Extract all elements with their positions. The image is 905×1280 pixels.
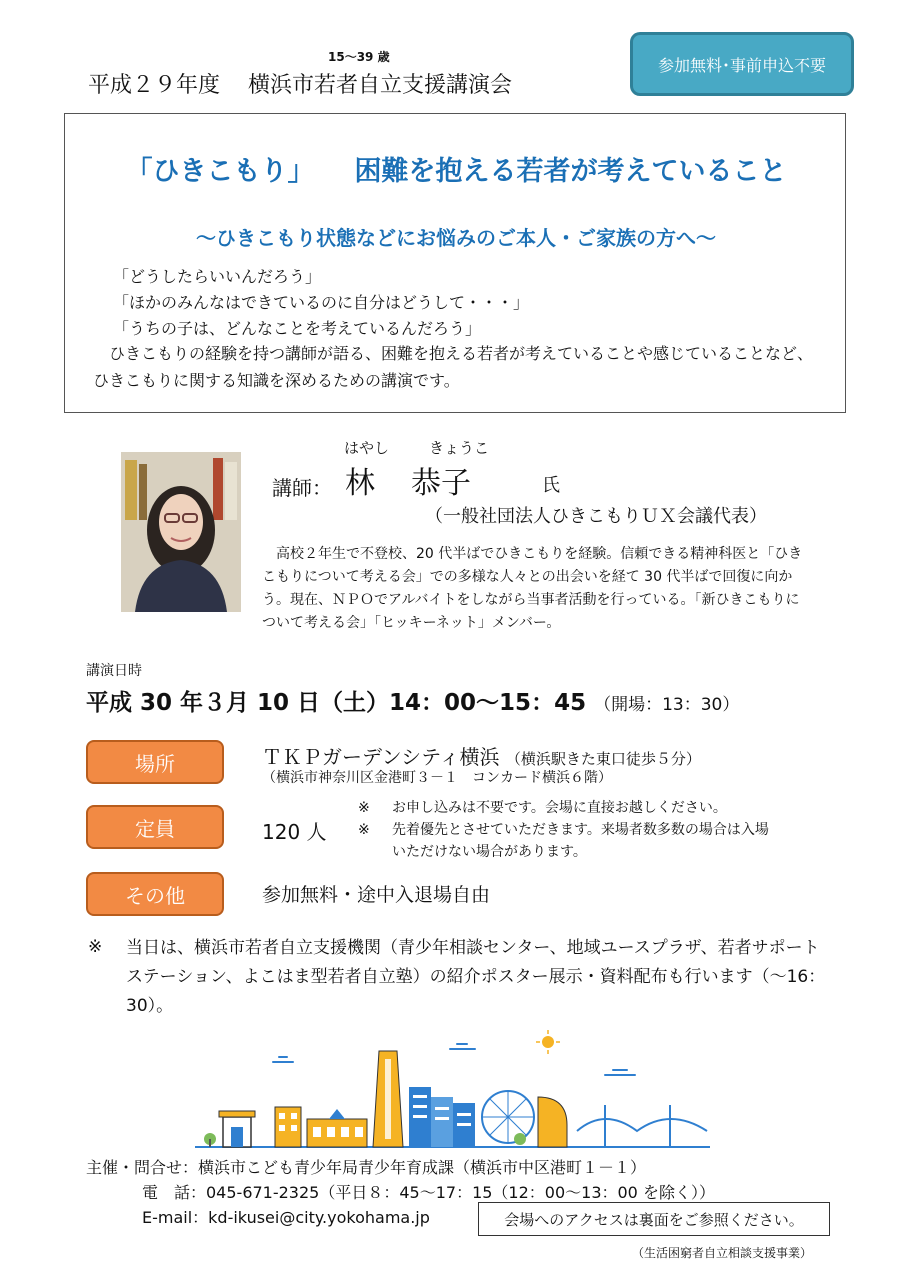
capacity-note-1-text: お申し込みは不要です。会場に直接お越しください。: [392, 800, 727, 816]
free-admission-badge: 参加無料･事前申込不要: [630, 32, 854, 96]
lecturer-name: [345, 458, 471, 502]
capacity-note-2-continued: いただけない場合があります。: [392, 844, 587, 860]
event-datetime: 平成 30 年３月 10 日（土）14：00～15：45: [86, 690, 587, 716]
main-title-part-a: 「ひきこもり」: [125, 156, 315, 187]
capacity-note-2: [358, 819, 769, 839]
access-note-box: 会場へのアクセスは裏面をご参照ください。: [478, 1202, 830, 1236]
capacity-note-1: [358, 797, 727, 817]
email-contact: E-mail：kd-ikusei@city.yokohama.jp: [142, 1208, 430, 1227]
lecturer-family-name: 林: [345, 466, 375, 501]
event-title: 横浜市若者自立支援講演会: [248, 73, 513, 98]
ruby-family: はやし: [344, 439, 390, 457]
intro-description: ひきこもりの経験を持つ講師が語る、困難を抱える若者が考えていることや感じていることなど、ひきこもりに関する知識を深めるための講演です。: [93, 344, 814, 390]
capacity-value: 120 人: [262, 820, 327, 844]
lecturer-honorific: 氏: [542, 475, 560, 496]
venue-address: （横浜市神奈川区金港町３－１ コンカード横浜６階）: [262, 770, 612, 786]
note-mark: ※: [358, 800, 370, 816]
notice-mark: ※: [88, 937, 103, 957]
sub-title: ～ひきこもり状態などにお悩みのご本人・ご家族の方へ～: [196, 226, 716, 250]
capacity-note-2-text: 先着優先とさせていただきます。来場者数多数の場合は入場: [392, 822, 769, 838]
lecturer-organization: （一般社団法人ひきこもりＵＸ会議代表）: [425, 506, 767, 527]
note-mark: ※: [358, 822, 370, 838]
quote-1: 「どうしたらいいんだろう」: [113, 267, 322, 286]
lecturer-label: 講師：: [272, 476, 332, 500]
city-skyline-illustration: [195, 1025, 715, 1155]
fiscal-year: 平成２９年度: [88, 73, 221, 98]
lecturer-bio: 高校２年生で不登校、20 代半ばでひきこもりを経験。信頼できる精神科医と「ひきこもりについて考える会」での多様な人々との出会いを経て 30 代半ばで回復に向かう。現在、ＮＰＯでアルバイトをしながら当事者活動を行っている。「新ひきこもりについて考える会」「ヒッキーネット」メンバー。: [262, 546, 803, 631]
other-info: 参加無料・途中入退場自由: [262, 884, 491, 906]
phone-contact: 電 話：045-671-2325（平日８：45～17：15（12：00～13：00 を除く））: [142, 1183, 715, 1202]
organizer-contact: 主催・問合せ：横浜市こども青少年局青少年育成課（横浜市中区港町１－１）: [86, 1158, 647, 1177]
notice-text: 当日は、横浜市若者自立支援機関（青少年相談センター、地域ユースプラザ、若者サポートステーション、よこはま型若者自立塾）の紹介ポスター展示・資料配布も行います（～16：30）。: [126, 938, 826, 1016]
lecturer-photo: [121, 452, 241, 612]
schedule-datetime: [86, 684, 739, 717]
capacity-tag: 定員: [86, 805, 224, 849]
lecturer-name-ruby: [344, 437, 489, 458]
other-tag: その他: [86, 872, 224, 916]
ruby-given: きょうこ: [429, 439, 490, 457]
place-tag: 場所: [86, 740, 224, 784]
main-title: [65, 149, 847, 188]
quote-3: 「うちの子は、どんなことを考えているんだろう」: [113, 319, 482, 338]
venue-name: ＴＫＰガーデンシティ横浜: [262, 745, 500, 769]
venue-name-line: [262, 741, 701, 770]
schedule-heading: 講演日時: [86, 663, 142, 679]
intro-box: [64, 113, 846, 413]
quote-2: 「ほかのみんなはできているのに自分はどうして・・・」: [113, 293, 530, 312]
program-note: （生活困窮者自立相談支援事業）: [632, 1246, 813, 1260]
age-range-label: 15～39 歳: [328, 50, 390, 64]
doors-open-time: （開場：13：30）: [594, 695, 740, 715]
lecturer-given-name: 恭子: [411, 466, 471, 501]
venue-access: （横浜駅きた東口徒歩５分）: [505, 750, 701, 768]
event-heading: [88, 68, 512, 99]
main-title-part-b: 困難を抱える若者が考えていること: [354, 156, 787, 187]
